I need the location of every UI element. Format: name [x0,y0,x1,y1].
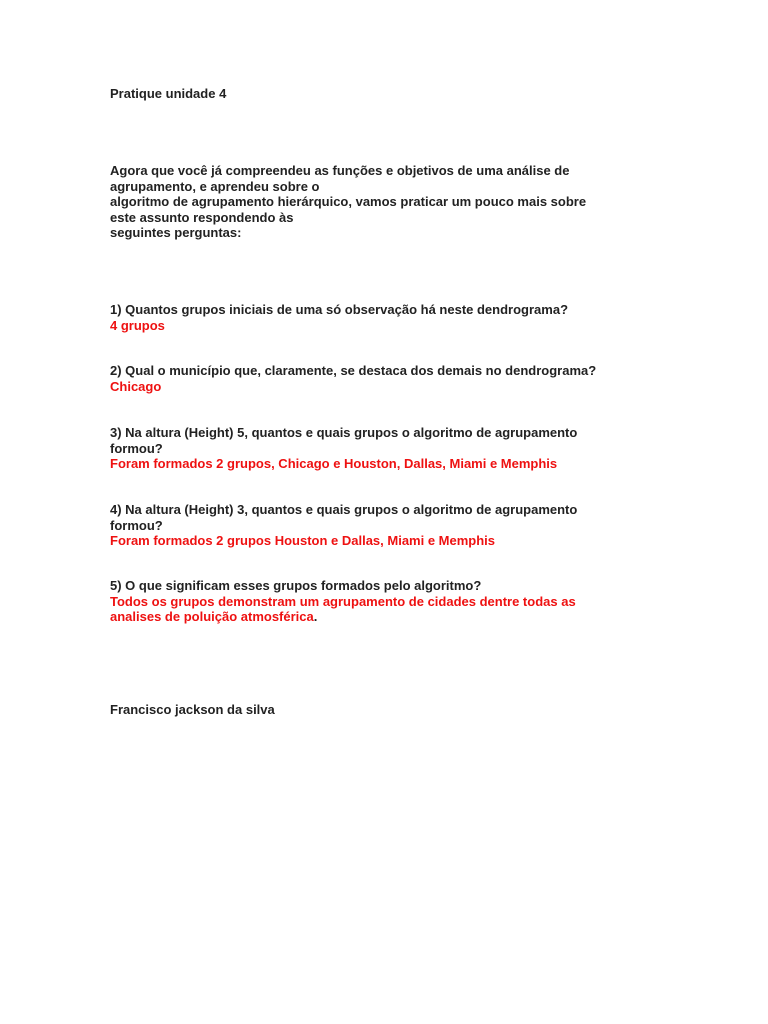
author-name: Francisco jackson da silva [110,702,275,717]
answer-text: Foram formados 2 grupos, Chicago e Houston, Dallas, Miami e Memphis [110,456,558,471]
question-text: 3) Na altura (Height) 5, quantos e quais grupos o algoritmo de agrupamento [110,425,578,440]
question-block-2 [110,363,596,394]
question-text: 2) Qual o município que, claramente, se destaca dos demais no dendrograma? [110,363,597,378]
answer-period: . [313,609,318,624]
answer-text: Chicago [110,378,162,394]
answer-text: 4 grupos [110,317,165,333]
answer-line-wrapper [110,609,576,625]
document-title: Pratique unidade 4 [110,86,227,101]
answer-text: analises de poluição atmosférica [110,609,314,624]
question-text: 4) Na altura (Height) 3, quantos e quais grupos o algoritmo de agrupamento [110,502,578,517]
question-block-4 [110,502,577,549]
intro-line: seguintes perguntas: [110,225,242,240]
intro-line: algoritmo de agrupamento hierárquico, vamos praticar um pouco mais sobre [110,194,587,209]
question-text: 1) Quantos grupos iniciais de uma só observação há neste dendrograma? [110,302,569,317]
intro-paragraph [110,163,586,241]
answer-text: Todos os grupos demonstram um agrupamento de cidades dentre todas as [110,593,576,609]
intro-line: Agora que você já compreendeu as funções e objetivos de uma análise de [110,163,570,178]
question-block-1 [110,302,568,333]
intro-line: agrupamento, e aprendeu sobre o [110,178,320,194]
intro-line: este assunto respondendo às [110,209,294,225]
question-block-3 [110,425,577,472]
question-block-5 [110,578,576,625]
answer-text: Foram formados 2 grupos Houston e Dallas, Miami e Memphis [110,533,496,548]
question-text: formou? [110,517,163,533]
question-text: formou? [110,440,163,456]
question-text: 5) O que significam esses grupos formados pelo algoritmo? [110,578,482,593]
